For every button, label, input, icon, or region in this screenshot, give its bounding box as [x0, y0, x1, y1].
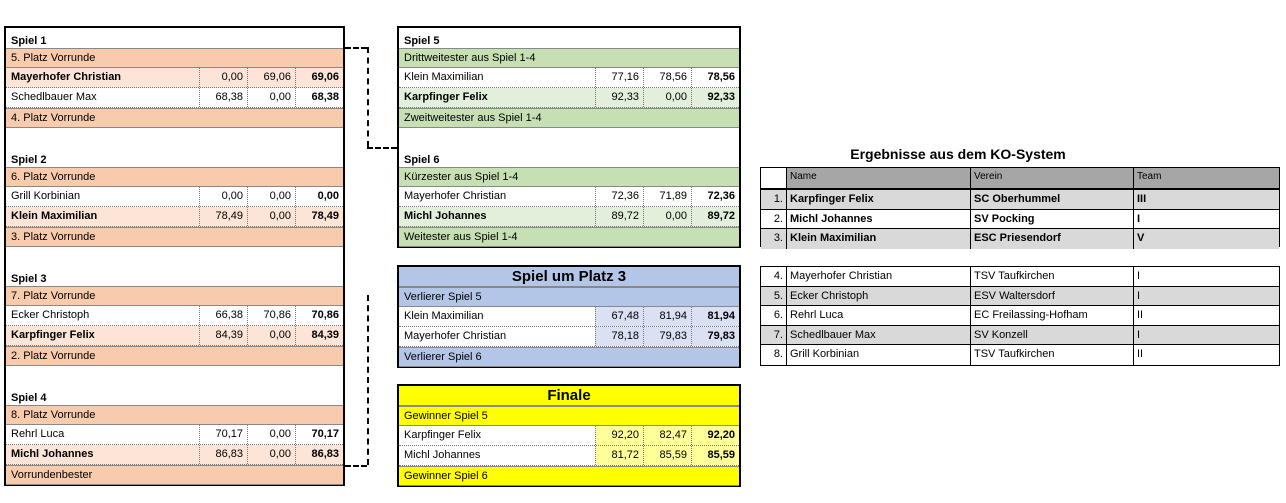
seed-label: 8. Platz Vorrunde	[6, 405, 343, 425]
seed-label: 5. Platz Vorrunde	[6, 48, 343, 68]
player-row: Michl Johannes 86,83 0,00 86,83	[6, 445, 343, 465]
player-row: Grill Korbinian 0,00 0,00 0,00	[6, 187, 343, 207]
results-header-row: Name Verein Team	[761, 168, 1279, 188]
results-row: 1. Karpfinger Felix SC Oberhummel III	[761, 190, 1279, 210]
results-row: 4. Mayerhofer Christian TSV Taufkirchen I	[761, 267, 1279, 287]
player-row: Klein Maximilian 78,49 0,00 78,49	[6, 207, 343, 227]
results-top-table	[760, 167, 1280, 247]
results-rest-table	[760, 266, 1280, 366]
seed-label: Kürzester aus Spiel 1-4	[399, 167, 739, 187]
game-title: Spiel 3	[11, 273, 47, 285]
game-title: Spiel um Platz 3	[399, 267, 739, 287]
player-row: Karpfinger Felix 92,33 0,00 92,33	[399, 88, 739, 108]
results-row: 3. Klein Maximilian ESC Priesendorf V	[761, 229, 1279, 249]
bracket-line-spiel12-vertical	[367, 47, 369, 147]
game-title: Finale	[399, 386, 739, 406]
bracket-line-spiel1	[345, 47, 367, 49]
game-spiel-5-6-panel	[397, 26, 741, 248]
game-title: Spiel 2	[11, 154, 47, 166]
player-row: Michl Johannes 81,72 85,59 85,59	[399, 446, 739, 466]
results-row: 8. Grill Korbinian TSV Taufkirchen II	[761, 345, 1279, 365]
player-row: Klein Maximilian 77,16 78,56 78,56	[399, 68, 739, 88]
player-row: Mayerhofer Christian 72,36 71,89 72,36	[399, 187, 739, 207]
player-row: Rehrl Luca 70,17 0,00 70,17	[6, 425, 343, 445]
seed-label: Gewinner Spiel 5	[399, 406, 739, 426]
results-row: 5. Ecker Christoph ESV Waltersdorf I	[761, 287, 1279, 307]
bracket-line-spiel4	[345, 465, 367, 467]
game-final-panel	[397, 384, 741, 487]
results-row: 6. Rehrl Luca EC Freilassing-Hofham II	[761, 306, 1279, 326]
seed-label: Verlierer Spiel 6	[399, 347, 739, 367]
player-row: Karpfinger Felix 84,39 0,00 84,39	[6, 326, 343, 346]
seed-label: 7. Platz Vorrunde	[6, 286, 343, 306]
seed-label: Vorrundenbester	[6, 465, 343, 485]
player-row: Ecker Christoph 66,38 70,86 70,86	[6, 306, 343, 326]
game-title: Spiel 1	[11, 35, 47, 47]
player-row: Michl Johannes 89,72 0,00 89,72	[399, 207, 739, 227]
seed-label: 6. Platz Vorrunde	[6, 167, 343, 187]
game-title: Spiel 4	[11, 392, 47, 404]
seed-label: Zweitweitester aus Spiel 1-4	[399, 108, 739, 128]
player-row: Klein Maximilian 67,48 81,94 81,94	[399, 307, 739, 327]
player-row: Mayerhofer Christian 78,18 79,83 79,83	[399, 327, 739, 347]
player-row: Mayerhofer Christian 0,00 69,06 69,06	[6, 68, 343, 88]
results-row: 7. Schedlbauer Max SV Konzell I	[761, 326, 1279, 346]
results-row: 2. Michl Johannes SV Pocking I	[761, 210, 1279, 230]
game-spiel-1-4-panel	[4, 26, 345, 486]
seed-label: 4. Platz Vorrunde	[6, 108, 343, 128]
game-title: Spiel 5	[404, 35, 440, 47]
seed-label: 3. Platz Vorrunde	[6, 227, 343, 247]
game-third-place-panel	[397, 265, 741, 368]
seed-label: Verlierer Spiel 5	[399, 287, 739, 307]
seed-label: Gewinner Spiel 6	[399, 466, 739, 486]
seed-label: 2. Platz Vorrunde	[6, 346, 343, 366]
player-row: Schedlbauer Max 68,38 0,00 68,38	[6, 88, 343, 108]
seed-label: Weitester aus Spiel 1-4	[399, 227, 739, 247]
bracket-line-spiel34-vertical	[367, 295, 369, 465]
bracket-line-spiel2	[367, 147, 397, 149]
player-row: Karpfinger Felix 92,20 82,47 92,20	[399, 426, 739, 446]
game-title: Spiel 6	[404, 154, 440, 166]
seed-label: Drittweitester aus Spiel 1-4	[399, 48, 739, 68]
results-title: Ergebnisse aus dem KO-System	[850, 146, 1066, 162]
